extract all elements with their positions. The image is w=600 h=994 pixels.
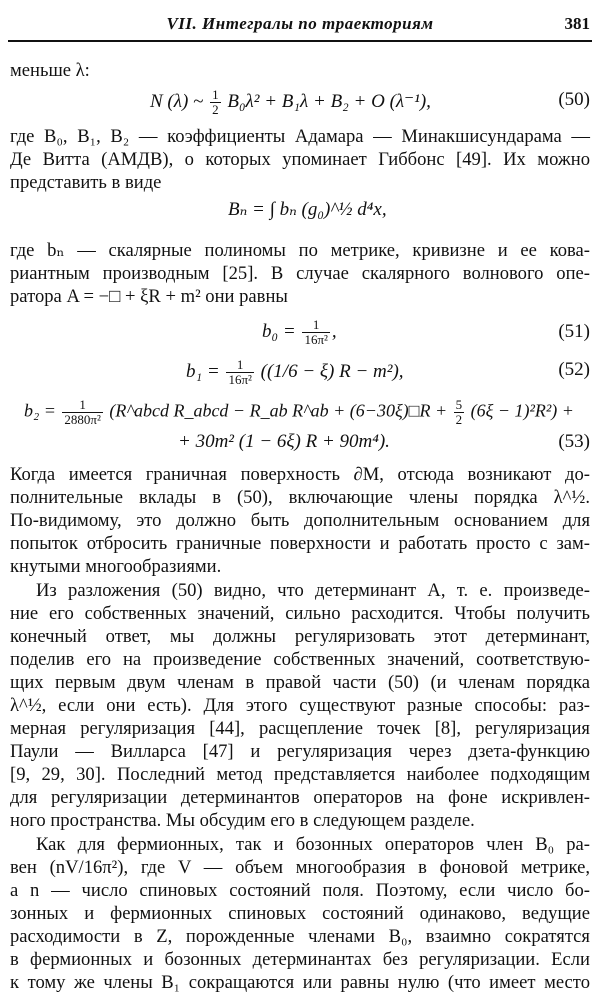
text-line: меньше λ:	[10, 60, 90, 81]
text-line: Паули — Вилларса [47] и регуляризация через дзета-функцию	[10, 741, 590, 762]
text-line: где B₀, B₁, B₂ — коэффициенты Адамара — Минакшисундарама —	[10, 126, 590, 147]
text-line: расходимости в Z, порожденные членами B₀, взаимно сократятся	[10, 926, 590, 947]
text-line: [9, 29, 30]. Последний метод представляется наиболее подходящим	[10, 764, 590, 785]
equation-50	[150, 88, 431, 117]
text-line: поделив его на произведение собственных значений, соответствую-	[10, 649, 590, 670]
fraction-denominator: 16π²	[304, 332, 328, 347]
text-line: в фермионных и бозонных детерминантах без регуляризации. Если	[10, 949, 590, 970]
text-line: щих первым двум членам в правой части (50) (и членам порядка	[10, 672, 590, 693]
fraction	[62, 398, 102, 427]
equation-lhs: b₂ =	[24, 400, 56, 421]
text-line: представить в виде	[10, 172, 162, 193]
equation-rhs: ((1/6 − ξ) R − m²),	[260, 360, 404, 382]
equation-rhs: (R^abcd R_abcd − R_ab R^ab + (6−30ξ)□R +	[109, 400, 448, 421]
fraction	[226, 358, 253, 387]
fraction	[302, 318, 329, 347]
text-line: зонных и фермионных спиновых состояний одинаково, ведущие	[10, 903, 590, 924]
equation-53-line1	[24, 398, 574, 427]
text-line: λ^½, если они есть). Для этого существуют разные способы: раз-	[10, 695, 590, 716]
equation-number: (52)	[558, 359, 590, 380]
text-line: кнутыми многообразиями.	[10, 556, 222, 577]
text-line: Как для фермионных, так и бозонных операторов член B₀ ра-	[36, 834, 590, 855]
fraction-denominator: 2880π²	[64, 412, 101, 427]
text-line: риантным производным [25]. В случае скалярного волнового опе-	[10, 263, 590, 284]
text-line: ратора A = −□ + ξR + m² они равны	[10, 286, 288, 307]
text-line: где bₙ — скалярные полиномы по метрике, кривизне и ее кова-	[10, 240, 590, 261]
equation-number: (50)	[558, 89, 590, 110]
running-header	[8, 12, 592, 42]
equation-lhs: b₀ =	[262, 320, 296, 342]
equation-rhs: B₀λ² + B₁λ + B₂ + O (λ⁻¹),	[227, 90, 431, 112]
equation-bn: Bₙ = ∫ bₙ (g₀)^½ d⁴x,	[228, 199, 387, 220]
text-line: Когда имеется граничная поверхность ∂M, отсюда возникают до-	[10, 464, 590, 485]
equation-rhs: (6ξ − 1)²R²) +	[470, 400, 574, 421]
fraction-numerator: 1	[226, 358, 253, 373]
text-line: ние его собственных значений, сильно расходится. Чтобы получить	[10, 603, 590, 624]
equation-52	[186, 358, 404, 387]
text-line: мерная регуляризация [44], расщепление точек [8], регуляризация	[10, 718, 590, 739]
equation-tail: ,	[331, 320, 337, 342]
text-line: а n — число спиновых состояний поля. Поэтому, если число бо-	[10, 880, 590, 901]
page-number: 381	[564, 14, 590, 33]
text-line: попыток отбросить граничные поверхности и работать просто с зам-	[10, 533, 590, 554]
fraction-numerator: 1	[212, 87, 219, 102]
equation-53-line2: + 30m² (1 − 6ξ) R + 90m⁴).	[178, 431, 390, 452]
text-line: полнительные вклады в (50), включающие члены порядка λ^½.	[10, 487, 590, 508]
fraction	[210, 88, 221, 117]
equation-number: (53)	[558, 431, 590, 452]
text-line: Де Витта (АМДВ), о которых упоминает Гиббонс [49]. Их можно	[10, 149, 590, 170]
text-line: к тому же члены B₁ сокращаются или равны нулю (что имеет место	[10, 972, 590, 993]
text-line: вен (nV/16π²), где V — объем многообразия в фоновой метрике,	[10, 857, 590, 878]
text-line: ного пространства. Мы обсудим его в следующем разделе.	[10, 810, 475, 831]
text-line: конечный ответ, мы должны регуляризовать этот детерминант,	[10, 626, 590, 647]
fraction-numerator: 5	[455, 397, 463, 412]
fraction-denominator: 2	[212, 102, 219, 117]
equation-51	[262, 318, 337, 347]
equation-lhs: N (λ) ~	[150, 90, 204, 112]
fraction-denominator: 16π²	[228, 372, 252, 387]
equation-number: (51)	[558, 321, 590, 342]
fraction-numerator: 1	[302, 318, 329, 333]
text-line: Из разложения (50) видно, что детерминант A, т. е. произведе-	[36, 580, 590, 601]
equation-lhs: b₁ =	[186, 360, 220, 382]
text-line: для регуляризации детерминантов операторов на фоне искривлен-	[10, 787, 590, 808]
chapter-title: VII. Интегралы по траекториям	[166, 14, 434, 33]
fraction	[454, 398, 465, 427]
fraction-numerator: 1	[62, 398, 102, 413]
text-line: По-видимому, это должно быть дополнительным основанием для	[10, 510, 590, 531]
fraction-denominator: 2	[455, 412, 463, 427]
